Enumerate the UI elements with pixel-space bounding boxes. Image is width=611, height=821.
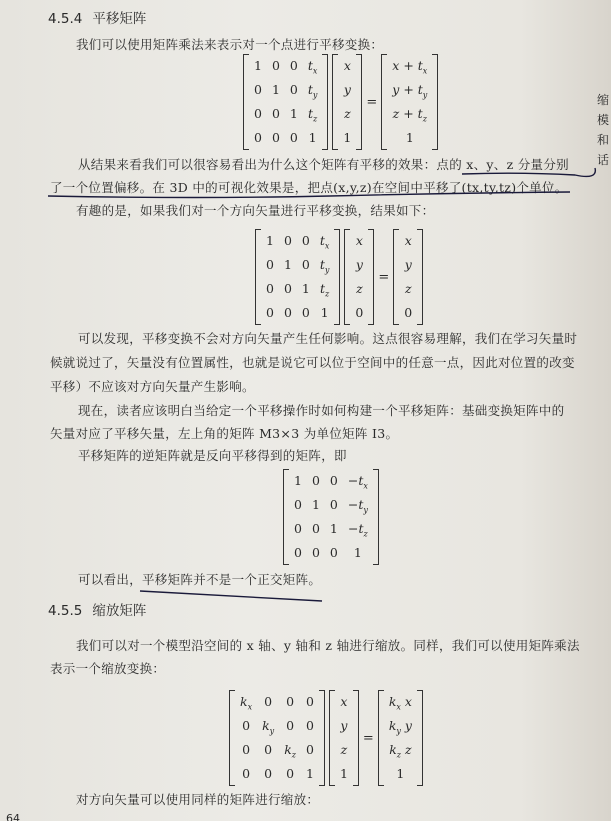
- paragraph-line: 矢量对应了平移矢量，左上角的矩阵 M3×3 为单位矩阵 I3。: [50, 426, 399, 441]
- equals-sign: =: [362, 730, 374, 746]
- matrix-cell: 0: [242, 766, 251, 781]
- matrix-cell: $k_y$: [262, 718, 275, 736]
- matrix-cell: 1: [301, 281, 310, 296]
- matrix-cell: 0: [271, 106, 280, 121]
- matrix-cell: 1: [283, 257, 292, 272]
- matrix-cell: 0: [254, 130, 262, 145]
- paragraph-line: 了一个位置偏移。在 3D 中的可视化效果是，把点(x,y,z)在空间中平移了(tx,ty,tz)个单位。: [50, 180, 568, 195]
- matrix-cell: 0: [311, 545, 320, 560]
- matrix-cell: 0: [311, 473, 320, 488]
- matrix-cell: $k_z$ z: [389, 742, 412, 760]
- matrix-cell: 1: [339, 766, 348, 781]
- matrix-cell: 0: [264, 694, 273, 709]
- matrix-cell: 1: [289, 106, 298, 121]
- matrix-cell: 0: [301, 233, 310, 248]
- section-title: 平移矩阵: [92, 11, 147, 27]
- matrix-cell: $-t_x$: [347, 473, 368, 491]
- matrix-cell: $k_x$ x: [388, 694, 412, 712]
- matrix-cell: 0: [271, 58, 280, 73]
- matrix-cell: 0: [306, 718, 314, 733]
- paragraph-line: 从结果来看我们可以很容易看出为什么这个矩阵有平移的效果：点的 x、y、z 分量分别: [78, 157, 569, 172]
- matrix-cell: 0: [329, 497, 338, 512]
- matrix-cell: 0: [264, 766, 273, 781]
- equals-sign: =: [378, 269, 390, 285]
- paragraph: 我们可以使用矩阵乘法来表示对一个点进行平移变换：: [76, 37, 384, 52]
- matrix-cell: 1: [266, 233, 274, 248]
- matrix-cell: $t_y$: [307, 82, 318, 100]
- matrix-cell: 1: [329, 521, 338, 536]
- matrix-cell: $k_z$: [284, 742, 296, 760]
- matrix-cell: z: [344, 106, 351, 121]
- matrix-cell: 1: [343, 130, 352, 145]
- matrix-cell: 0: [306, 742, 314, 757]
- matrix-cell: 0: [329, 473, 338, 488]
- matrix-cell: 0: [283, 305, 292, 320]
- matrix-cell: 0: [306, 694, 314, 709]
- matrix-cell: 0: [301, 257, 310, 272]
- matrix-cell: 1: [308, 130, 317, 145]
- matrix-cell: 0: [355, 305, 364, 320]
- matrix-cell: $y + t_y$: [392, 82, 428, 100]
- matrix-cell: 0: [286, 694, 295, 709]
- paragraph: 对方向矢量可以使用同样的矩阵进行缩放：: [76, 792, 320, 807]
- matrix-cell: 0: [301, 305, 310, 320]
- matrix-cell: 1: [294, 473, 302, 488]
- matrix-cell: $k_y$ y: [388, 718, 412, 736]
- matrix-cell: x: [404, 233, 412, 248]
- matrix-cell: $t_z$: [320, 281, 330, 299]
- matrix-cell: 1: [320, 305, 329, 320]
- matrix-cell: $z + t_z$: [392, 106, 427, 124]
- matrix-cell: 0: [289, 130, 298, 145]
- paragraph: 有趣的是，如果我们对一个方向矢量进行平移变换，结果如下：: [76, 203, 435, 218]
- matrix-cell: 0: [242, 742, 251, 757]
- matrix-cell: x: [340, 694, 348, 709]
- paragraph-line: 可以发现，平移变换不会对方向矢量产生任何影响。这点很容易理解，我们在学习矢量时: [78, 331, 578, 346]
- paragraph: 平移矩阵的逆矩阵就是反向平移得到的矩阵，即: [78, 448, 347, 463]
- matrix-cell: 1: [311, 497, 320, 512]
- matrix-cell: 0: [242, 718, 251, 733]
- matrix-cell: $t_x$: [307, 58, 318, 76]
- matrix-cell: 0: [283, 233, 292, 248]
- matrix-cell: 0: [266, 257, 274, 272]
- matrix-cell: 0: [404, 305, 413, 320]
- matrix-cell: 1: [353, 545, 362, 560]
- paragraph-line: 平移）不应该对方向矢量产生影响。: [50, 379, 255, 394]
- matrix-cell: 1: [396, 766, 405, 781]
- equals-sign: =: [366, 94, 378, 110]
- matrix-cell: 1: [254, 58, 262, 73]
- page-number: 64: [6, 812, 20, 821]
- matrix-cell: 0: [311, 521, 320, 536]
- matrix-cell: $t_x$: [319, 233, 330, 251]
- section-title: 缩放矩阵: [92, 603, 147, 619]
- matrix-cell: y: [343, 82, 351, 97]
- matrix-cell: 0: [294, 545, 302, 560]
- matrix-cell: $k_x$: [240, 694, 253, 712]
- matrix-cell: $t_z$: [308, 106, 318, 124]
- matrix-cell: 1: [306, 766, 314, 781]
- paragraph-line: 我们可以对一个模型沿空间的 x 轴、y 轴和 z 轴进行缩放。同样，我们可以使用矩阵乘法: [76, 638, 580, 653]
- matrix-cell: 0: [294, 497, 302, 512]
- matrix-cell: $-t_y$: [347, 497, 368, 515]
- matrix-cell: 0: [264, 742, 273, 757]
- matrix-cell: $x + t_x$: [392, 58, 428, 76]
- matrix-cell: 0: [266, 281, 274, 296]
- matrix-cell: x: [355, 233, 363, 248]
- matrix-cell: 0: [254, 106, 262, 121]
- matrix-cell: 0: [289, 82, 298, 97]
- matrix-cell: 0: [294, 521, 302, 536]
- section-number: 4.5.5: [48, 603, 83, 619]
- section-number: 4.5.4: [48, 11, 83, 27]
- next-page-edge-text: 缩 模 和 话: [597, 93, 610, 167]
- matrix-cell: 0: [271, 130, 280, 145]
- matrix-cell: y: [404, 257, 412, 272]
- matrix-cell: $t_y$: [319, 257, 330, 275]
- matrix-cell: 1: [271, 82, 280, 97]
- matrix-cell: y: [355, 257, 363, 272]
- matrix-cell: 0: [283, 281, 292, 296]
- matrix-cell: z: [356, 281, 363, 296]
- matrix-cell: x: [343, 58, 351, 73]
- paragraph-line: 现在，读者应该明白当给定一个平移操作时如何构建一个平移矩阵：基础变换矩阵中的: [78, 403, 565, 418]
- matrix-cell: 0: [286, 718, 295, 733]
- matrix-cell: 0: [254, 82, 262, 97]
- paragraph-line: 候就说过了，矢量没有位置属性，也就是说它可以位于空间中的任意一点，因此对位置的改变: [50, 355, 575, 370]
- matrix-cell: 0: [286, 766, 295, 781]
- matrix-cell: $-t_z$: [348, 521, 368, 539]
- matrix-cell: z: [404, 281, 412, 296]
- matrix-cell: y: [340, 718, 348, 733]
- paragraph: 可以看出，平移矩阵并不是一个正交矩阵。: [78, 572, 322, 587]
- matrix-cell: 1: [405, 130, 414, 145]
- matrix-cell: 0: [266, 305, 274, 320]
- matrix-cell: 0: [329, 545, 338, 560]
- matrix-cell: 0: [289, 58, 298, 73]
- matrix-cell: z: [340, 742, 348, 757]
- paragraph-line: 表示一个缩放变换：: [50, 661, 166, 676]
